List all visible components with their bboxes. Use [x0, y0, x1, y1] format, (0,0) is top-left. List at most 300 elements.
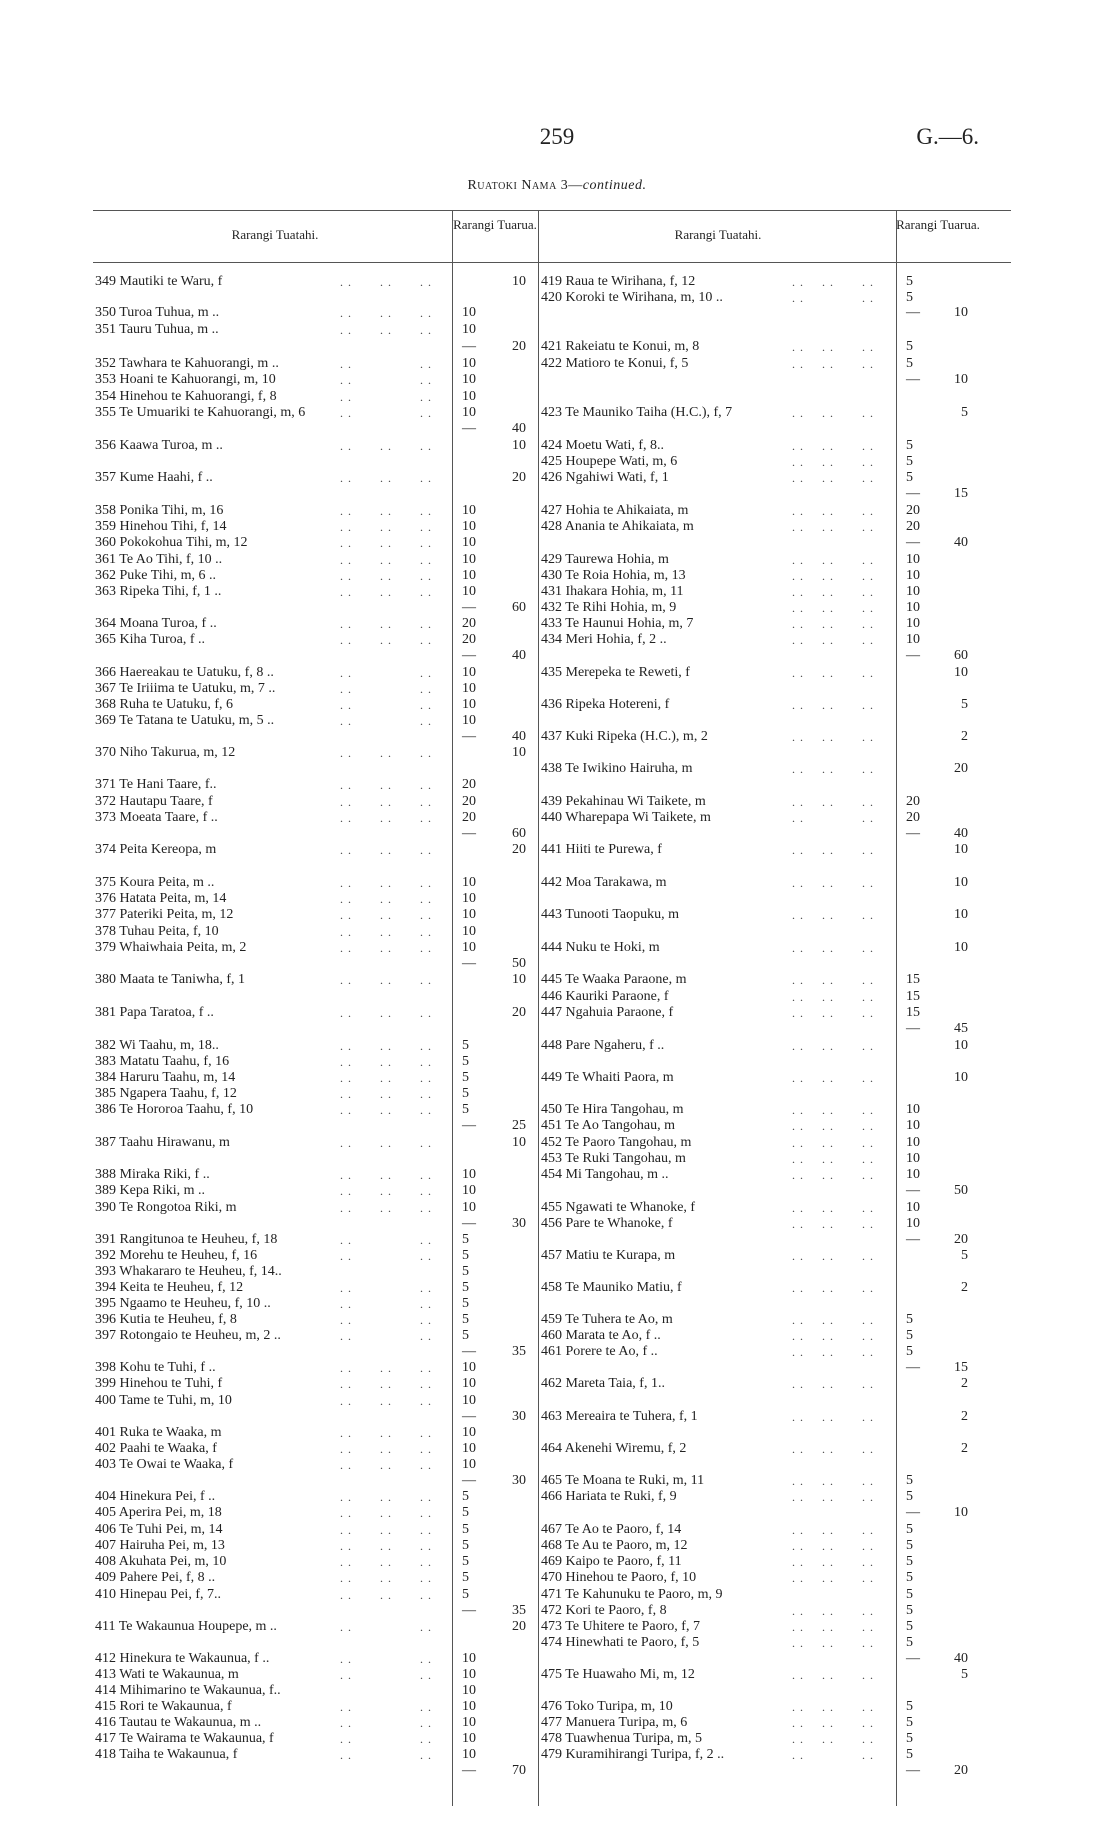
entry-name: 458 Te Mauniko Matiu, f	[541, 1280, 682, 1295]
subtotal-rule: —	[462, 826, 476, 841]
share-value: 10	[462, 584, 476, 599]
entry-name: 412 Hinekura te Wakaunua, f ..	[95, 1651, 270, 1666]
leader-dots: ..	[420, 585, 436, 599]
entry-name: 421 Rakeiatu te Konui, m, 8	[541, 339, 700, 354]
leader-dots: ..	[380, 1071, 396, 1085]
leader-dots: ..	[792, 1523, 808, 1537]
share-value: 20	[462, 777, 476, 792]
leader-dots: ..	[380, 778, 396, 792]
share-value: 5	[906, 1489, 913, 1504]
leader-dots: ..	[862, 1217, 878, 1231]
leader-dots: ..	[862, 1555, 878, 1569]
entry-name: 424 Moetu Wati, f, 8..	[541, 438, 665, 453]
share-value: 10	[462, 1457, 476, 1472]
leader-dots: ..	[862, 601, 878, 615]
entry-name: 446 Kauriki Paraone, f	[541, 989, 669, 1004]
share-value: 10	[462, 322, 476, 337]
leader-dots: ..	[380, 1361, 396, 1375]
leader-dots: ..	[862, 1281, 878, 1295]
share-value: 5	[906, 1635, 913, 1650]
leader-dots: ..	[420, 1442, 436, 1456]
leader-dots: ..	[792, 1604, 808, 1618]
share-value: 10	[462, 1731, 476, 1746]
entry-name: 376 Hatata Peita, m, 14	[95, 891, 227, 906]
share-value: 10	[462, 305, 476, 320]
leader-dots: ..	[792, 455, 808, 469]
group-total: 20	[512, 842, 526, 857]
leader-dots: ..	[340, 1361, 356, 1375]
share-value: 10	[462, 940, 476, 955]
group-total: 10	[512, 745, 526, 760]
leader-dots: ..	[340, 1442, 356, 1456]
group-total: 5	[961, 1667, 968, 1682]
group-total: 70	[512, 1763, 526, 1778]
leader-dots: ..	[380, 746, 396, 760]
entry-name: 394 Keita te Heuheu, f, 12	[95, 1280, 244, 1295]
leader-dots: ..	[862, 1152, 878, 1166]
leader-dots: ..	[340, 1748, 356, 1762]
leader-dots: ..	[340, 1281, 356, 1295]
entry-name: 451 Te Ao Tangohau, m	[541, 1118, 676, 1133]
share-value: 10	[462, 568, 476, 583]
leader-dots: ..	[862, 1006, 878, 1020]
leader-dots: ..	[380, 973, 396, 987]
entry-name: 427 Hohia te Ahikaiata, m	[541, 503, 689, 518]
leader-dots: ..	[340, 504, 356, 518]
share-value: 15	[906, 989, 920, 1004]
share-value: 10	[462, 1360, 476, 1375]
share-value: 5	[906, 1699, 913, 1714]
leader-dots: ..	[862, 666, 878, 680]
entry-name: 440 Wharepapa Wi Taikete, m	[541, 810, 711, 825]
entry-name: 418 Taiha te Wakaunua, f	[95, 1747, 238, 1762]
leader-dots: ..	[862, 1539, 878, 1553]
leader-dots: ..	[420, 876, 436, 890]
leader-dots: ..	[862, 1620, 878, 1634]
leader-dots: ..	[822, 340, 838, 354]
share-value: 10	[462, 1393, 476, 1408]
entry-name: 468 Te Au te Paoro, m, 12	[541, 1538, 688, 1553]
share-value: 20	[462, 616, 476, 631]
share-value: 10	[462, 356, 476, 371]
leader-dots: ..	[822, 990, 838, 1004]
leader-dots: ..	[380, 1426, 396, 1440]
share-value: 5	[462, 1328, 469, 1343]
share-value: 10	[462, 665, 476, 680]
leader-dots: ..	[792, 520, 808, 534]
share-value: 10	[906, 584, 920, 599]
entry-name: 466 Hariata te Ruki, f, 9	[541, 1489, 677, 1504]
leader-dots: ..	[340, 1506, 356, 1520]
entry-name: 423 Te Mauniko Taiha (H.C.), f, 7	[541, 405, 733, 420]
share-value: 10	[462, 681, 476, 696]
leader-dots: ..	[862, 1329, 878, 1343]
leader-dots: ..	[792, 1201, 808, 1215]
share-value: 10	[462, 1200, 476, 1215]
leader-dots: ..	[822, 1071, 838, 1085]
leader-dots: ..	[862, 439, 878, 453]
share-value: 20	[906, 519, 920, 534]
subtotal-rule: —	[462, 1473, 476, 1488]
share-value: 20	[462, 810, 476, 825]
leader-dots: ..	[340, 1313, 356, 1327]
leader-dots: ..	[380, 892, 396, 906]
leader-dots: ..	[822, 439, 838, 453]
leader-dots: ..	[420, 1748, 436, 1762]
leader-dots: ..	[420, 439, 436, 453]
leader-dots: ..	[862, 1313, 878, 1327]
group-total: 20	[512, 1005, 526, 1020]
leader-dots: ..	[340, 1136, 356, 1150]
share-value: 10	[462, 1441, 476, 1456]
leader-dots: ..	[822, 1490, 838, 1504]
entry-name: 452 Te Paoro Tangohau, m	[541, 1135, 692, 1150]
leader-dots: ..	[792, 666, 808, 680]
leader-dots: ..	[792, 617, 808, 631]
leader-dots: ..	[792, 1006, 808, 1020]
leader-dots: ..	[420, 1184, 436, 1198]
entry-name: 461 Porere te Ao, f ..	[541, 1344, 658, 1359]
entry-name: 408 Akuhata Pei, m, 10	[95, 1554, 227, 1569]
leader-dots: ..	[420, 323, 436, 337]
subtotal-rule: —	[462, 956, 476, 971]
entry-name: 457 Matiu te Kurapa, m	[541, 1248, 676, 1263]
leader-dots: ..	[380, 843, 396, 857]
leader-dots: ..	[340, 1668, 356, 1682]
leader-dots: ..	[420, 1523, 436, 1537]
leader-dots: ..	[792, 1555, 808, 1569]
leader-dots: ..	[420, 941, 436, 955]
group-total: 25	[512, 1118, 526, 1133]
share-value: 5	[462, 1296, 469, 1311]
subtotal-rule: —	[906, 648, 920, 663]
group-total: 10	[954, 842, 968, 857]
leader-dots: ..	[340, 1588, 356, 1602]
entry-name: 354 Hinehou te Kahuorangi, f, 8	[95, 389, 277, 404]
leader-dots: ..	[822, 876, 838, 890]
group-total: 10	[954, 875, 968, 890]
leader-dots: ..	[420, 1297, 436, 1311]
share-value: 5	[462, 1522, 469, 1537]
share-value: 10	[462, 372, 476, 387]
entry-name: 403 Te Owai te Waaka, f	[95, 1457, 234, 1472]
leader-dots: ..	[340, 390, 356, 404]
title-suffix: continued.	[582, 178, 647, 193]
leader-dots: ..	[380, 536, 396, 550]
entry-name: 402 Paahi te Waaka, f	[95, 1441, 217, 1456]
leader-dots: ..	[822, 908, 838, 922]
leader-dots: ..	[862, 795, 878, 809]
group-total: 10	[954, 305, 968, 320]
leader-dots: ..	[420, 778, 436, 792]
share-value: 10	[906, 568, 920, 583]
leader-dots: ..	[380, 1588, 396, 1602]
entry-name: 380 Maata te Taniwha, f, 1	[95, 972, 245, 987]
group-total: 40	[512, 729, 526, 744]
share-value: 5	[906, 470, 913, 485]
leader-dots: ..	[420, 390, 436, 404]
group-total: 20	[512, 470, 526, 485]
leader-dots: ..	[340, 1539, 356, 1553]
share-value: 10	[906, 1118, 920, 1133]
leader-dots: ..	[340, 1458, 356, 1472]
entry-name: 449 Te Whaiti Paora, m	[541, 1070, 674, 1085]
group-total: 30	[512, 1216, 526, 1231]
leader-dots: ..	[862, 1490, 878, 1504]
leader-dots: ..	[420, 1700, 436, 1714]
share-value: 5	[462, 1280, 469, 1295]
entry-name: 465 Te Moana te Ruki, m, 11	[541, 1473, 705, 1488]
entry-name: 467 Te Ao te Paoro, f, 14	[541, 1522, 682, 1537]
leader-dots: ..	[792, 908, 808, 922]
group-total: 40	[954, 1651, 968, 1666]
share-value: 5	[906, 290, 913, 305]
leader-dots: ..	[822, 1668, 838, 1682]
leader-dots: ..	[822, 1474, 838, 1488]
leader-dots: ..	[792, 1377, 808, 1391]
entry-name: 453 Te Ruki Tangohau, m	[541, 1151, 686, 1166]
leader-dots: ..	[420, 1394, 436, 1408]
share-value: 10	[462, 1747, 476, 1762]
leader-dots: ..	[340, 746, 356, 760]
leader-dots: ..	[862, 1201, 878, 1215]
share-value: 10	[462, 1376, 476, 1391]
group-total: 10	[954, 1038, 968, 1053]
entry-name: 419 Raua te Wirihana, f, 12	[541, 274, 696, 289]
leader-dots: ..	[822, 553, 838, 567]
share-value: 10	[906, 552, 920, 567]
leader-dots: ..	[822, 1604, 838, 1618]
leader-dots: ..	[862, 357, 878, 371]
leader-dots: ..	[340, 1168, 356, 1182]
leader-dots: ..	[340, 925, 356, 939]
entry-name: 438 Te Iwikino Hairuha, m	[541, 761, 693, 776]
leader-dots: ..	[822, 1700, 838, 1714]
leader-dots: ..	[862, 1039, 878, 1053]
entry-name: 385 Ngapera Taahu, f, 12	[95, 1086, 237, 1101]
subtotal-rule: —	[906, 826, 920, 841]
leader-dots: ..	[420, 553, 436, 567]
share-value: 5	[906, 438, 913, 453]
leader-dots: ..	[380, 1442, 396, 1456]
entry-name: 381 Papa Taratoa, f ..	[95, 1005, 214, 1020]
entry-name: 356 Kaawa Turoa, m ..	[95, 438, 223, 453]
leader-dots: ..	[792, 1668, 808, 1682]
leader-dots: ..	[380, 1136, 396, 1150]
entry-name: 464 Akenehi Wiremu, f, 2	[541, 1441, 687, 1456]
leader-dots: ..	[862, 471, 878, 485]
leader-dots: ..	[792, 601, 808, 615]
leader-dots: ..	[380, 439, 396, 453]
leader-dots: ..	[420, 1668, 436, 1682]
leader-dots: ..	[822, 1442, 838, 1456]
leader-dots: ..	[862, 1748, 878, 1762]
entry-name: 378 Tuhau Peita, f, 10	[95, 924, 219, 939]
leader-dots: ..	[340, 1071, 356, 1085]
entry-name: 473 Te Uhitere te Paoro, f, 7	[541, 1619, 700, 1634]
entry-name: 359 Hinehou Tihi, f, 14	[95, 519, 227, 534]
entry-name: 391 Rangitunoa te Heuheu, f, 18	[95, 1232, 278, 1247]
group-total: 50	[954, 1183, 968, 1198]
leader-dots: ..	[340, 1490, 356, 1504]
subtotal-rule: —	[462, 421, 476, 436]
share-value: 5	[462, 1505, 469, 1520]
share-value: 5	[462, 1538, 469, 1553]
leader-dots: ..	[380, 1377, 396, 1391]
share-value: 10	[462, 389, 476, 404]
entry-name: 432 Te Rihi Hohia, m, 9	[541, 600, 677, 615]
entry-name: 448 Pare Ngaheru, f ..	[541, 1038, 665, 1053]
share-value: 10	[462, 1651, 476, 1666]
leader-dots: ..	[792, 762, 808, 776]
leader-dots: ..	[380, 1458, 396, 1472]
group-total: 60	[512, 826, 526, 841]
leader-dots: ..	[862, 1410, 878, 1424]
leader-dots: ..	[340, 1039, 356, 1053]
leader-dots: ..	[792, 1071, 808, 1085]
subtotal-rule: —	[462, 1763, 476, 1778]
leader-dots: ..	[862, 1168, 878, 1182]
share-value: 5	[462, 1554, 469, 1569]
leader-dots: ..	[792, 553, 808, 567]
entry-name: 389 Kepa Riki, m ..	[95, 1183, 206, 1198]
leader-dots: ..	[420, 536, 436, 550]
leader-dots: ..	[340, 843, 356, 857]
leader-dots: ..	[792, 1217, 808, 1231]
entry-name: 365 Kiha Turoa, f ..	[95, 632, 206, 647]
leader-dots: ..	[792, 633, 808, 647]
leader-dots: ..	[380, 1555, 396, 1569]
leader-dots: ..	[420, 1506, 436, 1520]
group-total: 10	[954, 372, 968, 387]
entry-name: 455 Ngawati te Whanoke, f	[541, 1200, 696, 1215]
group-total: 10	[512, 274, 526, 289]
leader-dots: ..	[792, 1732, 808, 1746]
leader-dots: ..	[792, 1168, 808, 1182]
leader-dots: ..	[792, 698, 808, 712]
entry-name: 426 Ngahiwi Wati, f, 1	[541, 470, 669, 485]
entry-name: 374 Peita Kereopa, m	[95, 842, 217, 857]
entry-name: 443 Tunooti Taopuku, m	[541, 907, 680, 922]
entry-name: 386 Te Hororoa Taahu, f, 10	[95, 1102, 254, 1117]
share-value: 5	[462, 1570, 469, 1585]
leader-dots: ..	[862, 520, 878, 534]
leader-dots: ..	[340, 373, 356, 387]
share-value: 10	[462, 891, 476, 906]
leader-dots: ..	[340, 876, 356, 890]
leader-dots: ..	[792, 340, 808, 354]
leader-dots: ..	[862, 1604, 878, 1618]
entry-name: 442 Moa Tarakawa, m	[541, 875, 667, 890]
group-total: 10	[512, 972, 526, 987]
entry-name: 384 Haruru Taahu, m, 14	[95, 1070, 236, 1085]
header-right-names: Rarangi Tuatahi.	[674, 227, 762, 242]
leader-dots: ..	[380, 275, 396, 289]
subtotal-rule: —	[906, 1505, 920, 1520]
share-value: 10	[462, 1183, 476, 1198]
leader-dots: ..	[822, 1523, 838, 1537]
entry-name: 379 Whaiwhaia Peita, m, 2	[95, 940, 247, 955]
leader-dots: ..	[380, 1184, 396, 1198]
leader-dots: ..	[420, 1087, 436, 1101]
leader-dots: ..	[420, 373, 436, 387]
leader-dots: ..	[792, 291, 808, 305]
leader-dots: ..	[822, 1249, 838, 1263]
leader-dots: ..	[420, 406, 436, 420]
share-value: 10	[906, 1135, 920, 1150]
leader-dots: ..	[822, 1377, 838, 1391]
leader-dots: ..	[420, 1103, 436, 1117]
leader-dots: ..	[822, 762, 838, 776]
leader-dots: ..	[862, 585, 878, 599]
header-right-values: Rarangi Tuarua.	[896, 217, 980, 232]
entry-name: 353 Hoani te Kahuorangi, m, 10	[95, 372, 276, 387]
entry-name: 469 Kaipo te Paoro, f, 11	[541, 1554, 682, 1569]
leader-dots: ..	[862, 1571, 878, 1585]
share-value: 10	[462, 1715, 476, 1730]
share-value: 5	[462, 1054, 469, 1069]
leader-dots: ..	[380, 585, 396, 599]
leader-dots: ..	[380, 811, 396, 825]
leader-dots: ..	[340, 892, 356, 906]
leader-dots: ..	[792, 811, 808, 825]
leader-dots: ..	[862, 455, 878, 469]
leader-dots: ..	[420, 1458, 436, 1472]
share-value: 20	[906, 810, 920, 825]
leader-dots: ..	[822, 1168, 838, 1182]
leader-dots: ..	[862, 1071, 878, 1085]
leader-dots: ..	[380, 617, 396, 631]
subtotal-rule: —	[462, 1603, 476, 1618]
entry-name: 459 Te Tuhera te Ao, m	[541, 1312, 673, 1327]
leader-dots: ..	[380, 1490, 396, 1504]
share-value: 10	[906, 1200, 920, 1215]
leader-dots: ..	[822, 1119, 838, 1133]
group-total: 2	[961, 1280, 968, 1295]
leader-dots: ..	[822, 1136, 838, 1150]
leader-dots: ..	[792, 1249, 808, 1263]
leader-dots: ..	[822, 698, 838, 712]
entry-name: 367 Te Iriiima te Uatuku, m, 7 ..	[95, 681, 276, 696]
leader-dots: ..	[380, 908, 396, 922]
entry-name: 375 Koura Peita, m ..	[95, 875, 215, 890]
leader-dots: ..	[420, 1377, 436, 1391]
entry-name: 450 Te Hira Tangohau, m	[541, 1102, 684, 1117]
subtotal-rule: —	[462, 1118, 476, 1133]
leader-dots: ..	[380, 471, 396, 485]
group-total: 30	[512, 1473, 526, 1488]
share-value: 10	[462, 697, 476, 712]
entry-name: 396 Kutia te Heuheu, f, 8	[95, 1312, 237, 1327]
leader-dots: ..	[420, 925, 436, 939]
leader-dots: ..	[822, 601, 838, 615]
leader-dots: ..	[340, 714, 356, 728]
entry-name: 373 Moeata Taare, f ..	[95, 810, 218, 825]
leader-dots: ..	[792, 1748, 808, 1762]
share-value: 5	[462, 1070, 469, 1085]
leader-dots: ..	[340, 1394, 356, 1408]
leader-dots: ..	[420, 1426, 436, 1440]
share-value: 5	[906, 339, 913, 354]
leader-dots: ..	[340, 1620, 356, 1634]
group-total: 60	[512, 600, 526, 615]
share-value: 20	[462, 632, 476, 647]
entry-name: 388 Miraka Riki, f ..	[95, 1167, 210, 1182]
leader-dots: ..	[792, 1636, 808, 1650]
leader-dots: ..	[420, 811, 436, 825]
group-total: 5	[961, 697, 968, 712]
page-number: 259	[539, 124, 575, 149]
